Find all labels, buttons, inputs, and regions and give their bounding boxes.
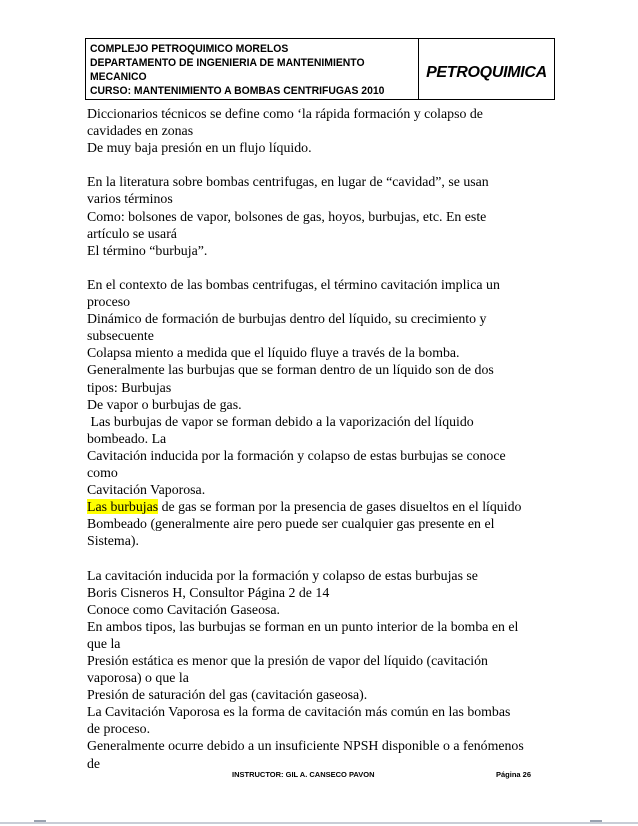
text-line: De muy baja presión en un flujo líquido.: [87, 140, 312, 156]
text-line: artículo se usará: [87, 225, 177, 241]
text-line: de proceso.: [87, 721, 151, 737]
body-text: [87, 105, 557, 772]
text-line: El término “burbuja”.: [87, 242, 208, 258]
text-line: La cavitación inducida por la formación y colapso de estas burbujas se: [87, 567, 478, 583]
page-bottom-edge: [0, 822, 638, 824]
header-line-department: DEPARTAMENTO DE INGENIERIA DE MANTENIMIENTO: [90, 57, 365, 69]
text-line: que la: [87, 635, 121, 651]
text-line: Presión estática es menor que la presión de vapor del líquido (cavitación: [87, 653, 488, 668]
text-line: tipos: Burbujas: [87, 379, 172, 395]
header-line-complex: COMPLEJO PETROQUIMICO MORELOS: [90, 43, 289, 55]
paragraph-spacer: [87, 549, 557, 566]
text-line: varios términos: [87, 191, 173, 207]
text-line: vaporosa) o que la: [87, 670, 189, 686]
text-line: Bombeado (generalmente aire pero puede ser cualquier gas presente en el: [87, 516, 495, 532]
text-line: De vapor o burbujas de gas.: [87, 396, 242, 412]
paragraph-spacer: [87, 259, 557, 276]
text-line: Boris Cisneros H, Consultor Página 2 de 14: [87, 584, 330, 600]
text-line: como: [87, 464, 118, 480]
text-line: Sistema).: [87, 533, 139, 549]
text-line: Conoce como Cavitación Gaseosa.: [87, 601, 280, 617]
page-footer: [0, 770, 638, 784]
text-line: Colapsa miento a medida que el líquido fluye a través de la bomba.: [87, 345, 460, 361]
brand-logo-text: PETROQUIMICA: [426, 64, 547, 81]
text-line: Presión de saturación del gas (cavitación gaseosa).: [87, 687, 368, 703]
footer-instructor: INSTRUCTOR: GIL A. CANSECO PAVON: [232, 770, 375, 779]
text-line: Como: bolsones de vapor, bolsones de gas, hoyos, burbujas, etc. En este: [87, 208, 487, 224]
header-line-area: MECANICO: [90, 71, 147, 83]
header-line-course: CURSO: MANTENIMIENTO A BOMBAS CENTRIFUGAS 2010: [90, 85, 385, 97]
text-line: La Cavitación Vaporosa es la forma de cavitación más común en las bombas: [87, 704, 511, 720]
paragraph-spacer: [87, 156, 557, 173]
text-line: En el contexto de las bombas centrifugas, el término cavitación implica un: [87, 276, 500, 292]
text-line: Generalmente las burbujas que se forman dentro de un líquido son de dos: [87, 362, 494, 378]
text-line: En ambos tipos, las burbujas se forman en un punto interior de la bomba en el: [87, 618, 519, 634]
text-line: subsecuente: [87, 328, 154, 344]
text-line: Dinámico de formación de burbujas dentro del líquido, su crecimiento y: [87, 311, 487, 327]
header-institution-block: [86, 39, 419, 99]
text-span: de gas se forman por la presencia de gases disueltos en el líquido: [158, 499, 522, 515]
footer-page-number: Página 26: [496, 770, 532, 779]
text-line: proceso: [87, 294, 131, 310]
highlighted-text: Las burbujas: [87, 499, 159, 515]
text-line: En la literatura sobre bombas centrifugas, en lugar de “cavidad”, se usan: [87, 174, 489, 190]
text-line: Las burbujas de vapor se forman debido a la vaporización del líquido: [87, 413, 474, 429]
header-brand-block: [419, 39, 554, 99]
text-line: de: [87, 755, 101, 771]
text-line: cavidades en zonas: [87, 123, 194, 139]
document-header: [85, 38, 555, 100]
text-line: [87, 498, 557, 515]
text-line: Generalmente ocurre debido a un insuficiente NPSH disponible o a fenómenos: [87, 738, 524, 754]
text-line: Diccionarios técnicos se define como ‘la rápida formación y colapso de: [87, 106, 483, 121]
text-line: Cavitación Vaporosa.: [87, 482, 206, 498]
text-line: bombeado. La: [87, 430, 167, 446]
text-line: Cavitación inducida por la formación y colapso de estas burbujas se conoce: [87, 447, 506, 463]
